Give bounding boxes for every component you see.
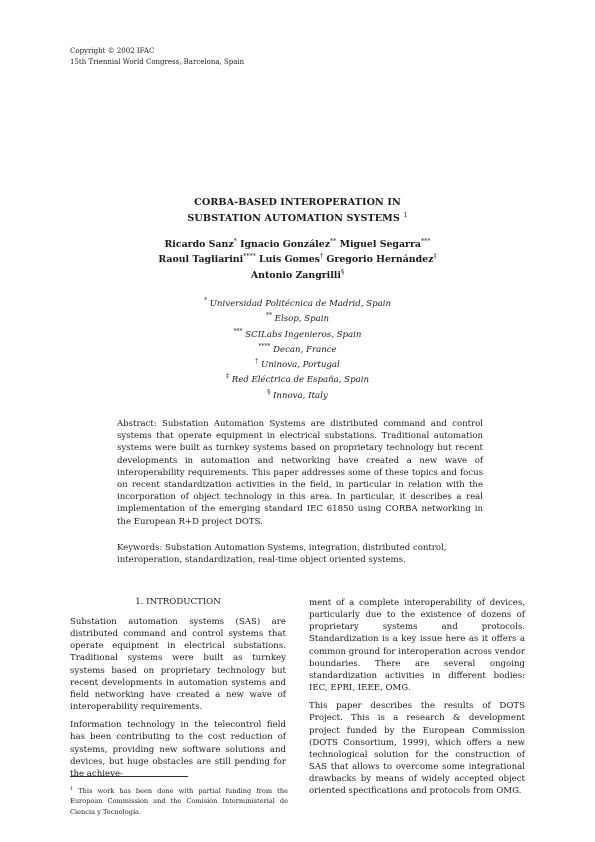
footnote-text: This work has been done with partial funding from the European Commission and the Comisión Interministerial de Ciencia y Tecnología. (70, 787, 288, 816)
footnote (70, 784, 288, 817)
left-column (70, 616, 286, 786)
author-name: Miguel Segarra (339, 239, 422, 251)
paper-title (100, 197, 495, 225)
keywords: Keywords: Substation Automation Systems, integration, distributed control, interoperation, standardization, real-time object oriented systems. (117, 543, 447, 566)
title-line-1: CORBA-BASED INTEROPERATION IN (194, 197, 401, 208)
author-line-2 (100, 251, 495, 266)
affiliation-text: Red Eléctrica de España, Spain (231, 375, 369, 386)
affiliation-text: Decan, France (273, 344, 337, 355)
body-paragraph: Substation automation systems (SAS) are distributed command and control systems that operate equipment in electrical substations. Traditional systems were built as turnkey systems based on proprietary technology but recent developments in automation systems and field networking have created a new wave of interoperability requirements. (70, 617, 286, 713)
body-paragraph: This paper describes the results of DOTS Project. This is a research & development project funded by the European Commission (DOTS Consortium, 1999), which offers a new technological solution for the construction of SAS that allows to overcome some integrational drawbacks by means of widely accepted object oriented specifications and protocols from OMG. (309, 701, 525, 797)
author-name: Raoul Tagliarini (158, 254, 244, 266)
author-name: Ignacio González (240, 239, 331, 251)
title-line-2 (100, 209, 495, 225)
author-name: Antonio Zangrilli (250, 269, 341, 281)
congress-line: 15th Triennial World Congress, Barcelona, Spain (70, 58, 245, 66)
affiliation-mark: *** (233, 327, 243, 335)
affiliation-mark: ** (265, 312, 272, 320)
affiliation (150, 310, 445, 325)
affiliation (150, 387, 445, 402)
title-footnote-mark: 1 (403, 211, 408, 219)
author-mark: **** (243, 253, 256, 261)
footnote-divider (70, 776, 188, 777)
affiliation-text: Universidad Politécnica de Madrid, Spain (209, 298, 392, 309)
author-mark: * (233, 238, 237, 245)
author-mark: *** (421, 238, 431, 245)
affiliation-mark: § (267, 388, 271, 396)
affiliation (150, 326, 445, 341)
affiliation-mark: ‡ (226, 373, 230, 381)
affiliation-text: SCILabs Ingenieros, Spain (245, 329, 362, 340)
affiliation-list (150, 295, 445, 402)
right-column (309, 597, 525, 804)
affiliation (150, 356, 445, 371)
affiliation (150, 371, 445, 386)
body-paragraph: ment of a complete interoperability of devices, particularly due to the existence of dozens of proprietary systems and protocols. Standardization is a key issue here as it offers a common ground for interoperation across vendor boundaries. There are several ongoing standardization activities in different bodies: IEC, EPRI, IEEE, OMG. (309, 598, 525, 694)
copyright-line: Copyright © 2002 IFAC (70, 47, 155, 55)
section-heading-introduction: 1. INTRODUCTION (135, 597, 221, 607)
affiliation-mark: * (203, 297, 207, 304)
author-mark: § (340, 268, 345, 276)
author-list (100, 236, 495, 282)
affiliation-text: Innova, Italy (273, 390, 328, 401)
author-line-3 (100, 267, 495, 282)
author-line-1 (100, 236, 495, 251)
footnote-mark: 1 (70, 786, 74, 792)
copyright-notice (70, 46, 244, 68)
title-line-2-text: SUBSTATION AUTOMATION SYSTEMS (187, 213, 400, 225)
affiliation-text: Elsop, Spain (274, 314, 330, 325)
author-mark: † (319, 253, 324, 261)
author-name: Gregorio Hernández (326, 254, 434, 266)
affiliation (150, 341, 445, 356)
affiliation-mark: **** (258, 342, 271, 350)
author-mark: ‡ (433, 253, 437, 261)
author-mark: ** (330, 238, 337, 245)
body-paragraph: Information technology in the telecontrol field has been contributing to the cost reduction of systems, providing new software solutions and devices, but huge obstacles are still pending for the achieve- (70, 720, 286, 779)
affiliation-text: Uninova, Portugal (260, 359, 340, 370)
affiliation (150, 295, 445, 310)
author-name: Luis Gomes (259, 254, 320, 266)
affiliation-mark: † (255, 358, 259, 366)
abstract: Abstract: Substation Automation Systems are distributed command and control systems that operate equipment in electrical substations. Traditional automation systems were built as turnkey systems based on proprietary technology but recent developments in automation and networking have created a new wave of interoperability requirements. This paper addresses some of these topics and focus on recent standardization activities in the field, in particular in relation with the incorporation of object technology in this area. In particular, it describes a real implementation of the emerging standard IEC 61850 using CORBA networking in the European R+D project DOTS. (117, 419, 483, 527)
author-name: Ricardo Sanz (164, 239, 234, 251)
